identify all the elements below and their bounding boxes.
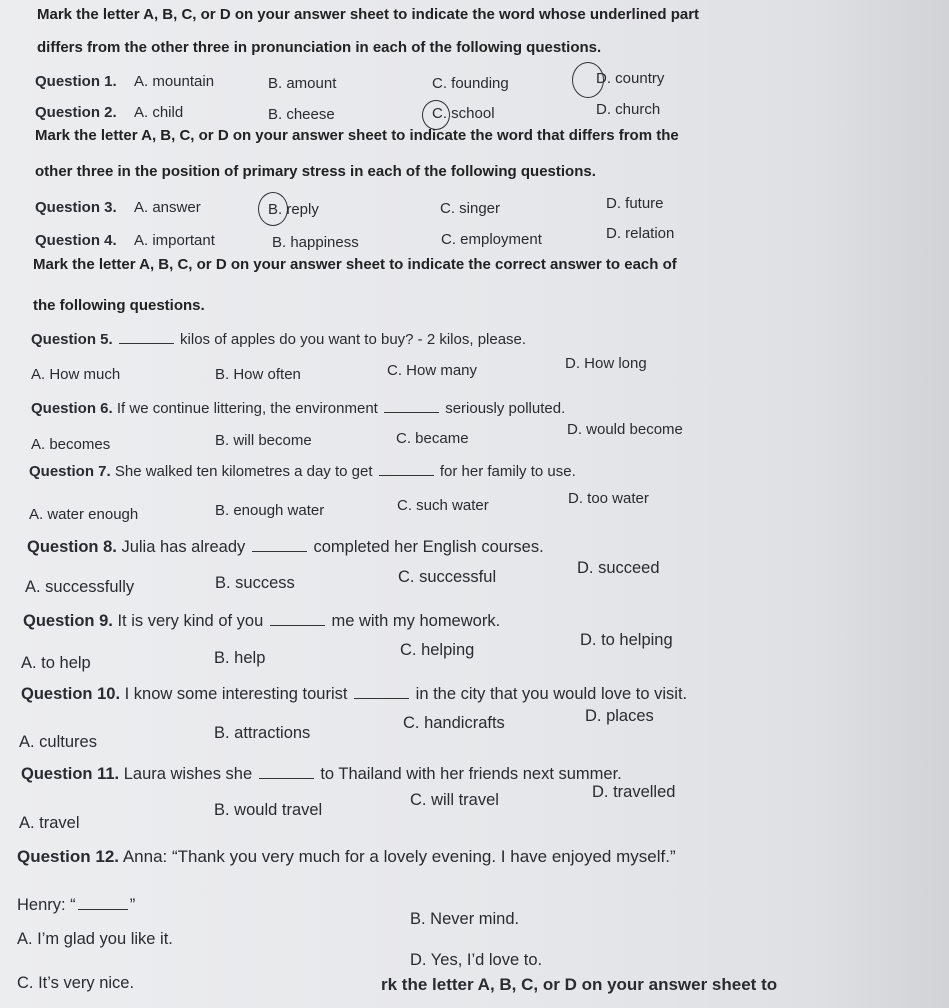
q7-option-d: D. too water xyxy=(568,490,649,507)
q10-option-d: D. places xyxy=(585,707,654,725)
q11-option-d: D. travelled xyxy=(592,783,676,801)
q5-option-a: A. How much xyxy=(31,366,121,383)
q3-option-c: C. singer xyxy=(440,200,501,217)
section1-instruction-line1: Mark the letter A, B, C, or D on your answer sheet to indicate the word whose underlined part xyxy=(37,6,700,23)
question-3-label: Question 3. xyxy=(35,199,117,216)
q8-option-c: C. successful xyxy=(398,568,497,586)
q4-option-a: A. important xyxy=(134,232,215,249)
next-section-instruction-partial: rk the letter A, B, C, or D on your answer sheet to xyxy=(381,975,778,994)
q7-option-c: C. such water xyxy=(397,497,489,514)
q2-option-c: C. school xyxy=(432,105,495,122)
q1-option-c: C. founding xyxy=(432,75,509,92)
q3-option-a: A. answer xyxy=(134,199,201,216)
page-curl-shadow xyxy=(809,0,949,1008)
q6-option-b: B. will become xyxy=(215,432,312,449)
answer-circle-mark xyxy=(258,192,288,226)
question-12-stem: Question 12. Anna: “Thank you very much for a lovely evening. I have enjoyed myself.” xyxy=(17,847,676,866)
q12-option-c: C. It’s very nice. xyxy=(17,974,135,992)
q10-option-a: A. cultures xyxy=(19,733,97,751)
q3-option-d: D. future xyxy=(606,195,664,212)
q2-option-b: B. cheese xyxy=(268,106,335,123)
answer-circle-mark xyxy=(422,100,450,130)
q8-option-a: A. successfully xyxy=(25,578,135,596)
question-6-stem: Question 6. If we continue littering, the environment seriously polluted. xyxy=(31,400,566,417)
q6-option-a: A. becomes xyxy=(31,436,111,453)
question-8-stem: Question 8. Julia has already completed her English courses. xyxy=(27,538,544,556)
q9-option-c: C. helping xyxy=(400,641,475,659)
q10-option-b: B. attractions xyxy=(214,724,311,742)
question-2-label: Question 2. xyxy=(35,104,117,121)
q4-option-d: D. relation xyxy=(606,225,675,242)
q1-option-a: A. mountain xyxy=(134,73,215,90)
section2-instruction-line2: other three in the position of primary stress in each of the following questions. xyxy=(35,163,596,180)
q3-option-b: B. reply xyxy=(268,201,319,218)
section3-instruction-line2: the following questions. xyxy=(33,297,205,314)
q8-option-d: D. succeed xyxy=(577,559,660,577)
q4-option-b: B. happiness xyxy=(272,234,359,251)
q11-option-b: B. would travel xyxy=(214,801,323,819)
q9-option-d: D. to helping xyxy=(580,631,673,649)
section1-instruction-line2: differs from the other three in pronunciation in each of the following questions. xyxy=(37,39,602,56)
henry-response-line: Henry: “ ” xyxy=(17,896,136,914)
q1-option-d: D. country xyxy=(596,70,665,87)
q2-option-d: D. church xyxy=(596,101,661,118)
q12-option-b: B. Never mind. xyxy=(410,910,520,928)
q6-option-c: C. became xyxy=(396,430,469,447)
q8-option-b: B. success xyxy=(215,574,295,592)
q12-option-d: D. Yes, I’d love to. xyxy=(410,951,543,969)
q6-option-d: D. would become xyxy=(567,421,683,438)
q4-option-c: C. employment xyxy=(441,231,542,248)
q11-option-a: A. travel xyxy=(19,814,80,832)
answer-circle-mark xyxy=(572,62,604,98)
q1-option-b: B. amount xyxy=(268,75,337,92)
q7-option-b: B. enough water xyxy=(215,502,325,519)
question-4-label: Question 4. xyxy=(35,232,117,249)
question-9-stem: Question 9. It is very kind of you me with my homework. xyxy=(23,612,501,630)
q12-option-a: A. I’m glad you like it. xyxy=(17,930,173,948)
q10-option-c: C. handicrafts xyxy=(403,714,505,732)
q5-option-b: B. How often xyxy=(215,366,301,383)
q2-option-a: A. child xyxy=(134,104,184,121)
q9-option-a: A. to help xyxy=(21,654,91,672)
question-11-stem: Question 11. Laura wishes she to Thailand with her friends next summer. xyxy=(21,765,622,783)
question-5-stem: Question 5. kilos of apples do you want to buy? - 2 kilos, please. xyxy=(31,331,527,348)
q9-option-b: B. help xyxy=(214,649,266,667)
q7-option-a: A. water enough xyxy=(29,506,139,523)
question-7-stem: Question 7. She walked ten kilometres a day to get for her family to use. xyxy=(29,463,576,480)
question-1-label: Question 1. xyxy=(35,73,117,90)
q5-option-d: D. How long xyxy=(565,355,647,372)
question-10-stem: Question 10. I know some interesting tourist in the city that you would love to visit. xyxy=(21,685,688,703)
q11-option-c: C. will travel xyxy=(410,791,499,809)
q5-option-c: C. How many xyxy=(387,362,478,379)
section2-instruction-line1: Mark the letter A, B, C, or D on your answer sheet to indicate the word that differs from the xyxy=(35,127,679,144)
section3-instruction-line1: Mark the letter A, B, C, or D on your answer sheet to indicate the correct answer to each of xyxy=(33,256,677,273)
